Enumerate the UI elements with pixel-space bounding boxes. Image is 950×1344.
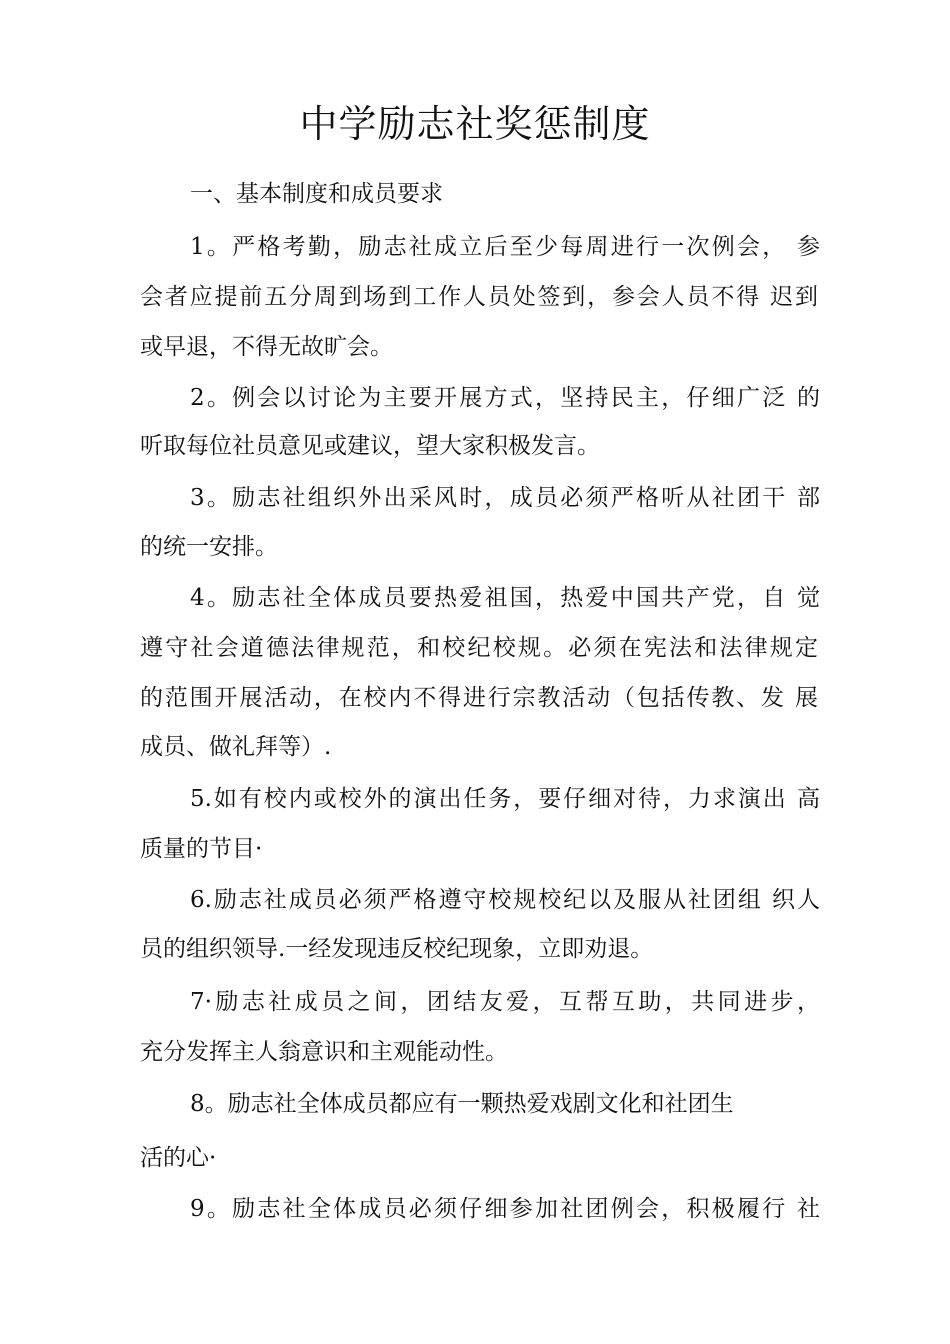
paragraph-line: 质量的节目· [140,836,263,862]
paragraph-line: 或早退，不得无故旷会。 [140,334,393,360]
paragraph-line: 会者应提前五分周到场到工作人员处签到，参会人员不得 迟到 [140,284,818,310]
document-title: 中学励志社奖惩制度 [299,102,651,146]
paragraph-line: 4。励志社全体成员要热爱祖国，热爱中国共产党，自 觉 [190,585,820,611]
section-heading: 一、基本制度和成员要求 [190,181,443,207]
paragraph-line: 活的心· [140,1145,217,1171]
paragraph-line: 6.励志社成员必须严格遵守校规校纪以及服从社团组 织人 [190,887,820,913]
paragraph-line: 9。励志社全体成员必须仔细参加社团例会，积极履行 社 [190,1196,820,1222]
paragraph-line: 5.如有校内或校外的演出任务，要仔细对待，力求演出 高 [190,786,820,812]
paragraph-line: 3。励志社组织外出采风时，成员必须严格听从社团干 部 [190,485,820,511]
paragraph-line: 1。严格考勤，励志社成立后至少每周进行一次例会， 参 [190,234,820,260]
paragraph-line: 遵守社会道德法律规范，和校纪校规。必须在宪法和法律规定 [140,635,818,661]
paragraph-line: 的统一安排。 [140,534,278,560]
paragraph-line: 2。例会以讨论为主要开展方式，坚持民主，仔细广泛 的 [190,385,820,411]
paragraph-line: 听取每位社员意见或建议，望大家积极发言。 [140,433,600,459]
paragraph-line: 充分发挥主人翁意识和主观能动性。 [140,1039,508,1065]
paragraph-line: 员的组织领导.一经发现违反校纪现象，立即劝退。 [140,936,654,962]
paragraph-line: 7·励志社成员之间，团结友爱，互帮互助，共同进步， [190,989,820,1015]
paragraph-line: 成员、做礼拜等）. [140,734,332,760]
paragraph-line: 8。励志社全体成员都应有一颗热爱戏剧文化和社团生 [190,1091,734,1117]
paragraph-line: 的范围开展活动，在校内不得进行宗教活动（包括传教、发 展 [140,685,818,711]
